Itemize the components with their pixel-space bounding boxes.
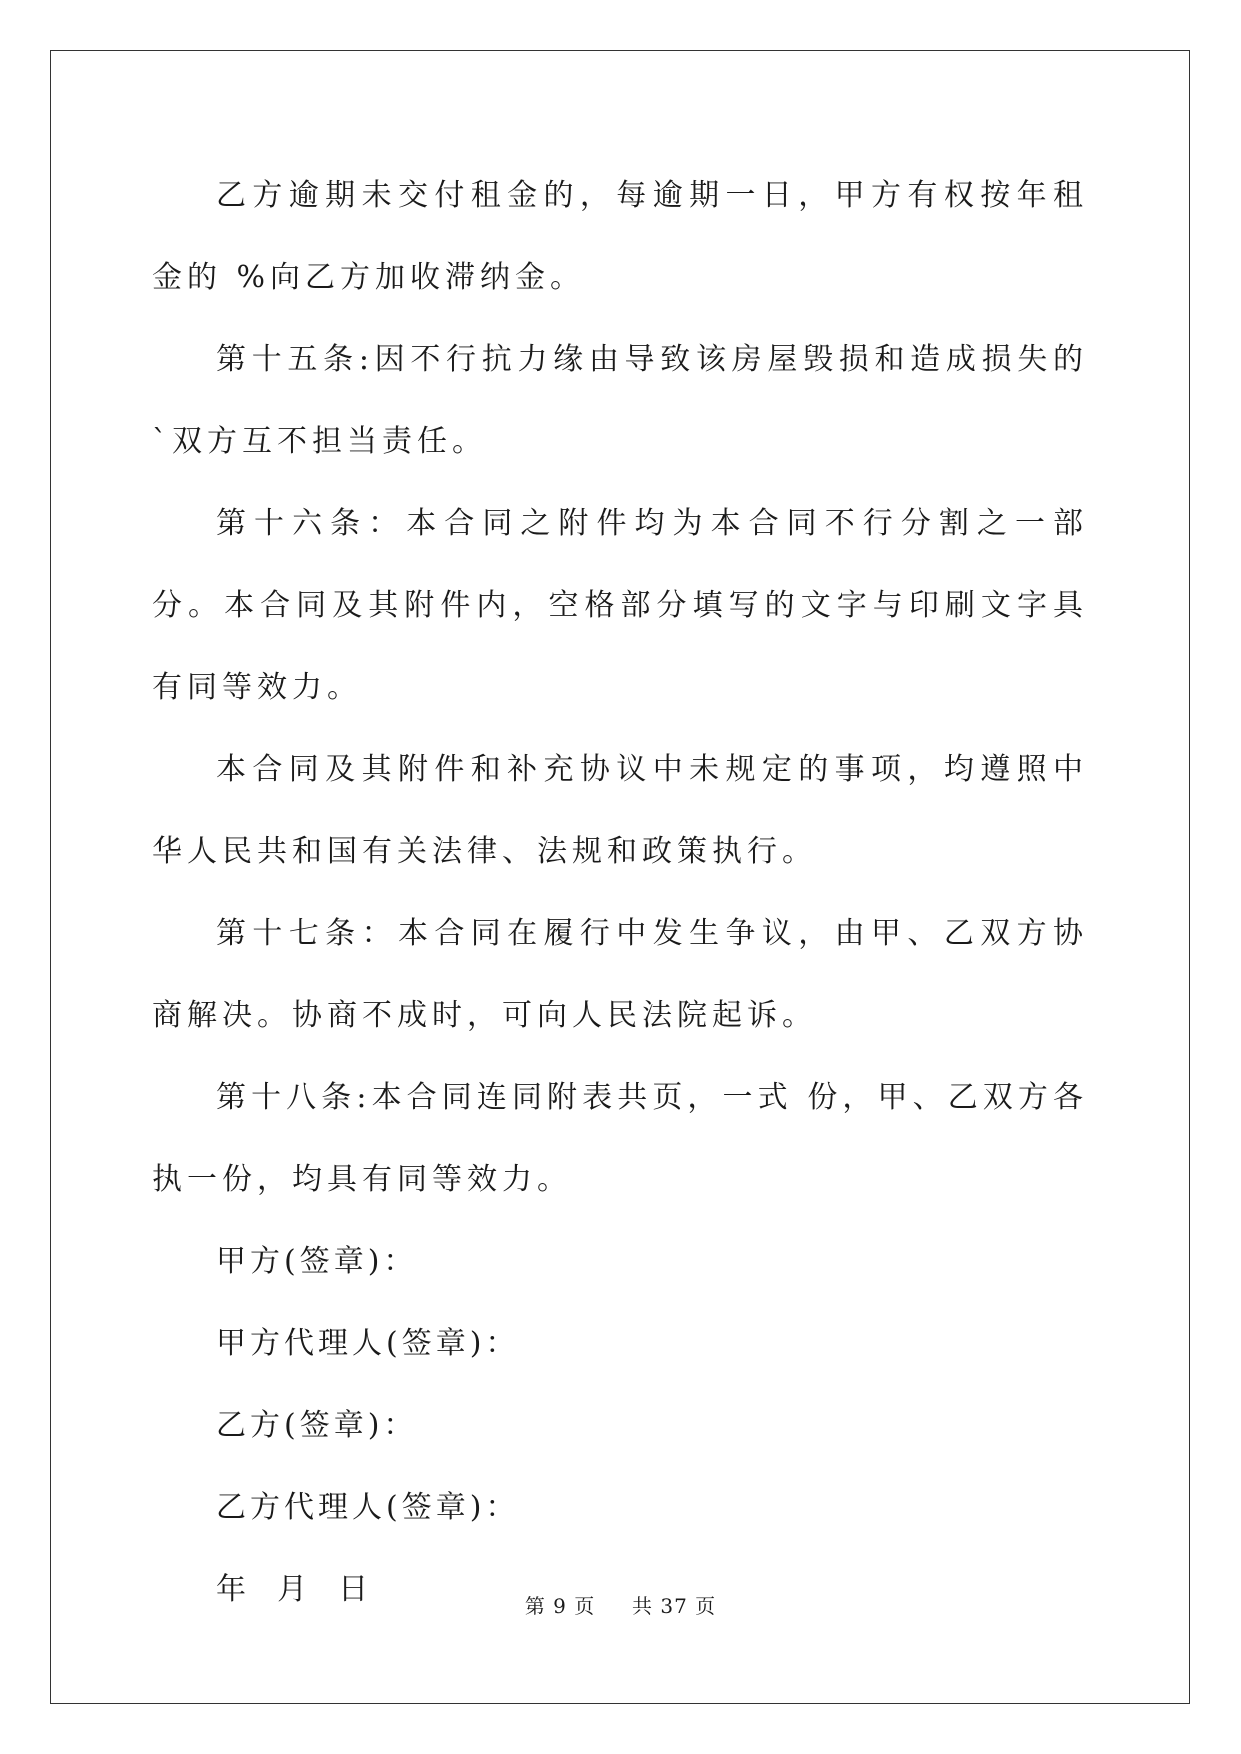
page-number: 第 9 页: [524, 1594, 596, 1618]
paragraph-unspecified-matters: 本合同及其附件和补充协议中未规定的事项，均遵照中华人民共和国有关法律、法规和政策执行。: [152, 752, 1088, 869]
paragraph-article-16: 第十六条：本合同之附件均为本合同不行分割之一部分。本合同及其附件内，空格部分填写的文字与印刷文字具有同等效力。: [152, 506, 1088, 705]
party-a-agent-signature: 甲方代理人(签章)：: [216, 1326, 520, 1361]
paragraph-article-17: 第十七条：本合同在履行中发生争议，由甲、乙双方协商解决。协商不成时，可向人民法院起诉。: [152, 916, 1088, 1033]
signing-date: 年 月 日: [216, 1572, 373, 1607]
paragraph-late-fee: 乙方逾期未交付租金的，每逾期一日，甲方有权按年租金的 %向乙方加收滞纳金。: [152, 178, 1088, 295]
party-b-agent-signature: 乙方代理人(签章)：: [216, 1490, 520, 1525]
page-footer: [0, 1590, 1241, 1619]
party-a-signature: 甲方(签章)：: [216, 1244, 418, 1279]
paragraph-article-18: 第十八条:本合同连同附表共页，一式 份，甲、乙双方各执一份，均具有同等效力。: [152, 1080, 1088, 1197]
party-b-signature: 乙方(签章)：: [216, 1408, 418, 1443]
page-total: 共 37 页: [632, 1594, 717, 1618]
document-body: [152, 155, 1088, 1631]
paragraph-article-15: 第十五条:因不行抗力缘由导致该房屋毁损和造成损失的`双方互不担当责任。: [152, 342, 1088, 459]
